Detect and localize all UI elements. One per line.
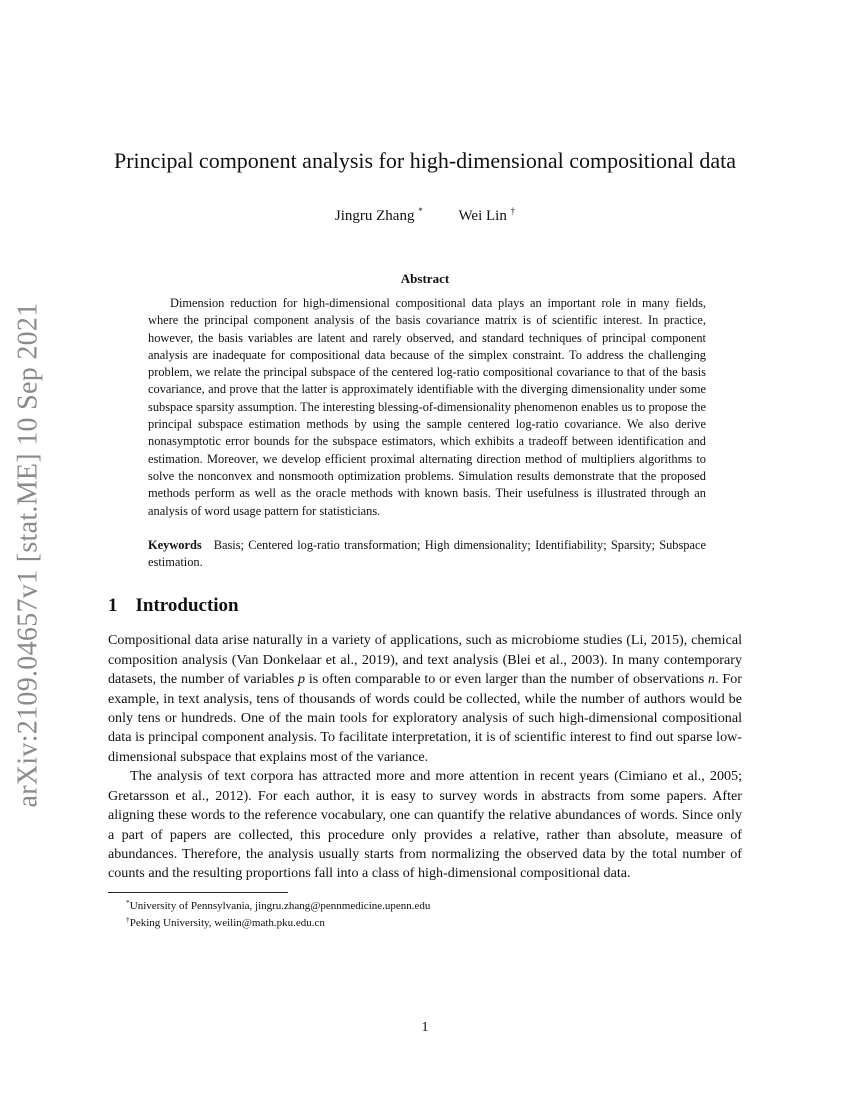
keywords (148, 537, 706, 572)
footnote-divider (108, 892, 288, 893)
author-2-name: Wei Lin (458, 208, 507, 224)
footnotes (108, 896, 742, 930)
intro-paragraph-2: The analysis of text corpora has attracted more and more attention in recent years (Cimiano et al., 2005; Gretarsson et al., 2012). For each author, it is easy to survey words in abstracts from some papers. After aligning these words to the reference vocabulary, one can quantify the relative abundances of words. Since only a part of papers are collected, this procedure only provides a relative, rather than absolute, measure of abundances. Therefore, the analysis usually starts from normalizing the observed data by the total number of counts and the resulting proportions fall into a class of high-dimensional compositional data. (108, 768, 742, 882)
author-2-mark: † (510, 206, 516, 216)
math-var-p: p (298, 671, 306, 688)
footnote-2 (126, 913, 742, 930)
abstract-heading: Abstract (400, 271, 450, 286)
section-number: 1 (108, 595, 118, 617)
section-heading (108, 595, 742, 617)
page-number: 1 (421, 1020, 429, 1035)
author-1 (335, 208, 423, 224)
author-list (108, 206, 742, 225)
footnote-2-text: Peking University, weilin@math.pku.edu.cn (129, 916, 325, 929)
keywords-label: Keywords (148, 537, 202, 552)
arxiv-stamp-text: arXiv:2109.04657v1 [stat.ME] 10 Sep 2021 (13, 302, 44, 808)
p1-part-c: . For example, in text analysis, tens of thousands of words could be collected, while the number of authors would be only tens or hundreds. One of the main tools for exploratory analysis of such high-dimensional compositional data is principal component analysis. To facilitate interpretation, it is of scientific interest to find out sparse low-dimensional subspace that explains most of the variance. (108, 671, 742, 765)
arxiv-stamp (4, 290, 54, 820)
p1-part-b: is often comparable to or even larger than the number of observations (305, 671, 709, 688)
author-1-mark: * (418, 206, 423, 216)
footnote-1 (126, 896, 742, 913)
abstract-body: Dimension reduction for high-dimensional compositional data plays an important role in many fields, where the principal component analysis of the basis covariance matrix is of scientific interest. In practice, however, the basis variables are latent and rarely observed, and standard techniques of principal component analysis are inadequate for compositional data because of the simplex constraint. To address the challenging problem, we relate the principal subspace of the centered log-ratio compositional covariance to that of the basis covariance, and prove that the latter is approximately identifiable with the diverging dimensionality under some subspace sparsity assumption. The interesting blessing-of-dimensionality phenomenon enables us to propose the principal subspace estimation methods by using the sample centered log-ratio covariance. We also derive nonasymptotic error bounds for the subspace estimators, which exhibits a tradeoff between identification and estimation. Moreover, we develop efficient proximal alternating direction method of multipliers algorithms to solve the nonconvex and nonsmooth optimization problems. Simulation results demonstrate that the proposed methods perform as well as the oracle methods with known basis. Their usefulness is illustrated through an analysis of word usage pattern for statisticians. (148, 296, 706, 518)
keywords-text: Basis; Centered log-ratio transformation; High dimensionality; Identifiability; Sparsity; Subspace estimation. (148, 537, 706, 570)
p1-part-a: Compositional data arise naturally in a variety of applications, such as microbiome studies (Li, 2015), chemical composition analysis (Van Donkelaar et al., 2019), and text analysis (Blei et al., 2003). In many contemporary datasets, the number of variables (108, 632, 742, 688)
author-2 (458, 208, 515, 224)
math-var-n: n (708, 671, 716, 688)
intro-paragraph-1 (108, 631, 742, 767)
footnote-1-text: University of Pennsylvania, jingru.zhang@pennmedicine.upenn.edu (129, 899, 431, 912)
footnote-2-mark: † (126, 914, 130, 924)
footnote-1-mark: * (126, 897, 130, 907)
author-1-name: Jingru Zhang (334, 208, 415, 224)
section-title: Introduction (135, 595, 239, 617)
paper-title: Principal component analysis for high-dimensional compositional data (114, 148, 736, 173)
paper-page (108, 0, 742, 930)
